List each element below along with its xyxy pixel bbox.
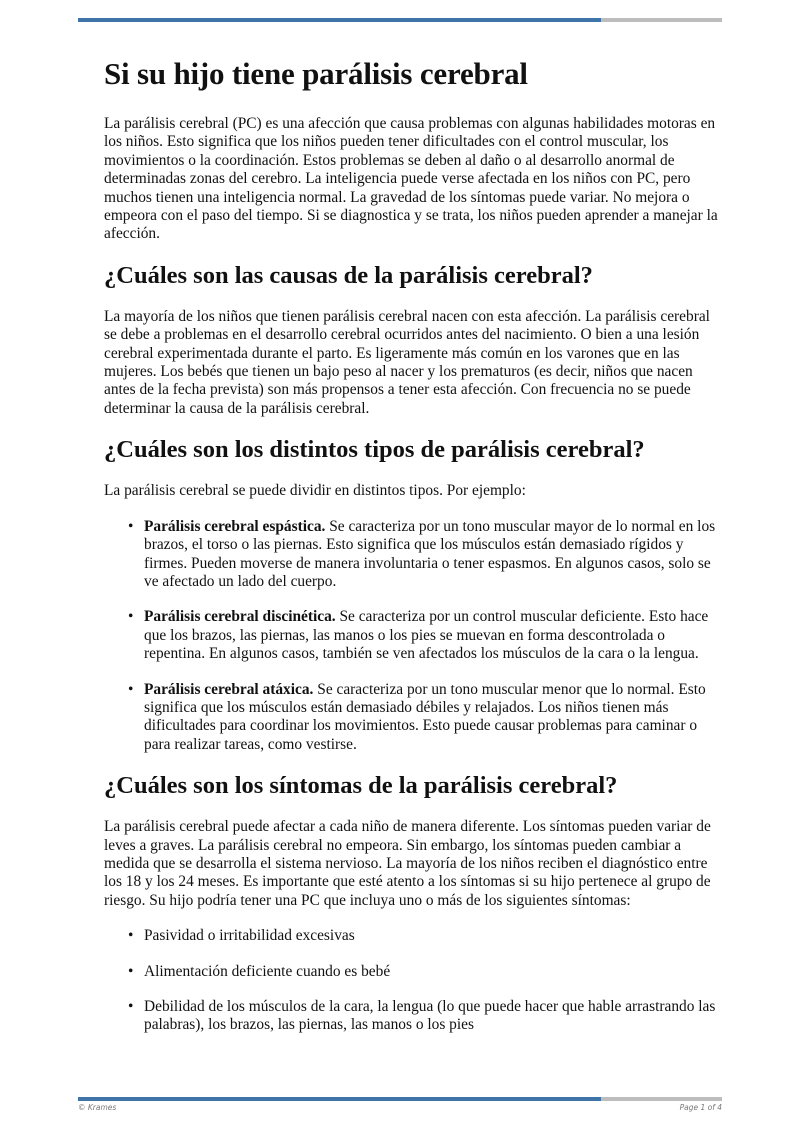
- bullet-icon: •: [128, 927, 134, 945]
- list-item: [128, 998, 724, 1035]
- copyright-text: © Krames: [78, 1103, 117, 1112]
- header-rule-track: [601, 18, 722, 22]
- list-item-text: Se caracteriza por un tono muscular menor que lo normal. Esto significa que los músculos están demasiado débiles y relajados. Los niños tienen más dificultades para coordinar los movimientos. Esto puede causar problemas para caminar o para realizar tareas, como vestirse.: [144, 680, 706, 753]
- footer-rule-track: [601, 1097, 722, 1101]
- bullet-icon: •: [128, 680, 134, 698]
- list-item-text: Se caracteriza por un tono muscular mayor de lo normal en los brazos, el torso o las piernas. Esto significa que los músculos están demasiado rígidos y firmes. Pueden moverse de manera involuntaria o tener espasmos. En algunos casos, solo se ve afectado un lado del cuerpo.: [144, 517, 716, 590]
- intro-paragraph: La parálisis cerebral (PC) es una afección que causa problemas con algunas habilidades motoras en los niños. Esto significa que los niños pueden tener dificultades con el control muscular, los movimientos o la coordinación. Estos problemas se deben al daño o al desarrollo anormal de determinadas zonas del cerebro. La inteligencia puede verse afectada en los niños con PC, pero muchos tienen una inteligencia normal. La gravedad de los síntomas puede variar. No mejora o empeora con el paso del tiempo. Si se diagnostica y se trata, los niños pueden aprender a manejar la afección.: [104, 115, 718, 243]
- list-item: [128, 927, 724, 945]
- types-list: [104, 518, 724, 754]
- header-rule-accent: [78, 18, 601, 22]
- list-item-text: Alimentación deficiente cuando es bebé: [144, 962, 391, 980]
- list-item: [128, 962, 724, 981]
- header-rule: [78, 18, 722, 22]
- list-item: [128, 680, 724, 755]
- list-item-text: Se caracteriza por un control muscular deficiente. Esto hace que los brazos, las piernas, las manos o los pies se muevan en forma descontrolada o repentina. En algunos casos, también se ven afectados los músculos de la cara o la lengua.: [144, 608, 709, 663]
- page-footer: [78, 1103, 722, 1112]
- list-item-text: Pasividad o irritabilidad excesivas: [144, 927, 355, 945]
- symptoms-list: [104, 927, 724, 1035]
- section-paragraph-causes: La mayoría de los niños que tienen parálisis cerebral nacen con esta afección. La parálisis cerebral se debe a problemas en el desarrollo cerebral ocurridos antes del nacimiento. O bien a una lesión cerebral experimentada durante el parto. Es ligeramente más común en los varones que en las mujeres. Los bebés que tienen un bajo peso al nacer y los prematuros (es decir, niños que nacen antes de la fecha prevista) son más propensos a tener esta afección. Con frecuencia no se puede determinar la causa de la parálisis cerebral.: [104, 307, 710, 417]
- section-heading-types: ¿Cuáles son los distintos tipos de parálisis cerebral?: [104, 436, 645, 464]
- list-item-term: Parálisis cerebral espástica.: [144, 517, 326, 535]
- list-item-term: Parálisis cerebral atáxica.: [144, 680, 314, 698]
- bullet-icon: •: [128, 962, 134, 980]
- bullet-icon: •: [128, 608, 134, 626]
- document-body: [104, 54, 724, 1052]
- page-title: Si su hijo tiene parálisis cerebral: [104, 56, 528, 91]
- footer-rule-accent: [78, 1097, 601, 1101]
- page-number: Page 1 of 4: [679, 1103, 722, 1112]
- list-item-text: Debilidad de los músculos de la cara, la lengua (lo que puede hacer que hable arrastrando las palabras), los brazos, las piernas, las manos o los pies: [144, 998, 716, 1034]
- list-item: [128, 517, 724, 592]
- section-heading-symptoms: ¿Cuáles son los síntomas de la parálisis cerebral?: [104, 772, 618, 800]
- section-paragraph-types: La parálisis cerebral se puede dividir en distintos tipos. Por ejemplo:: [104, 482, 526, 500]
- bullet-icon: •: [128, 998, 134, 1015]
- section-heading-causes: ¿Cuáles son las causas de la parálisis cerebral?: [104, 261, 593, 289]
- list-item: [128, 608, 724, 663]
- section-paragraph-symptoms: La parálisis cerebral puede afectar a cada niño de manera diferente. Los síntomas pueden variar de leves a graves. La parálisis cerebral no empeora. Sin embargo, los síntomas pueden cambiar a medida que se desarrolla el sistema nervioso. La mayoría de los niños reciben el diagnóstico entre los 18 y los 24 meses. Es importante que esté atento a los síntomas si su hijo pertenece al grupo de riesgo. Su hijo podría tener una PC que incluya uno o más de los siguientes síntomas:: [104, 818, 711, 909]
- footer-rule: [78, 1097, 722, 1101]
- list-item-term: Parálisis cerebral discinética.: [144, 608, 336, 626]
- bullet-icon: •: [128, 517, 134, 535]
